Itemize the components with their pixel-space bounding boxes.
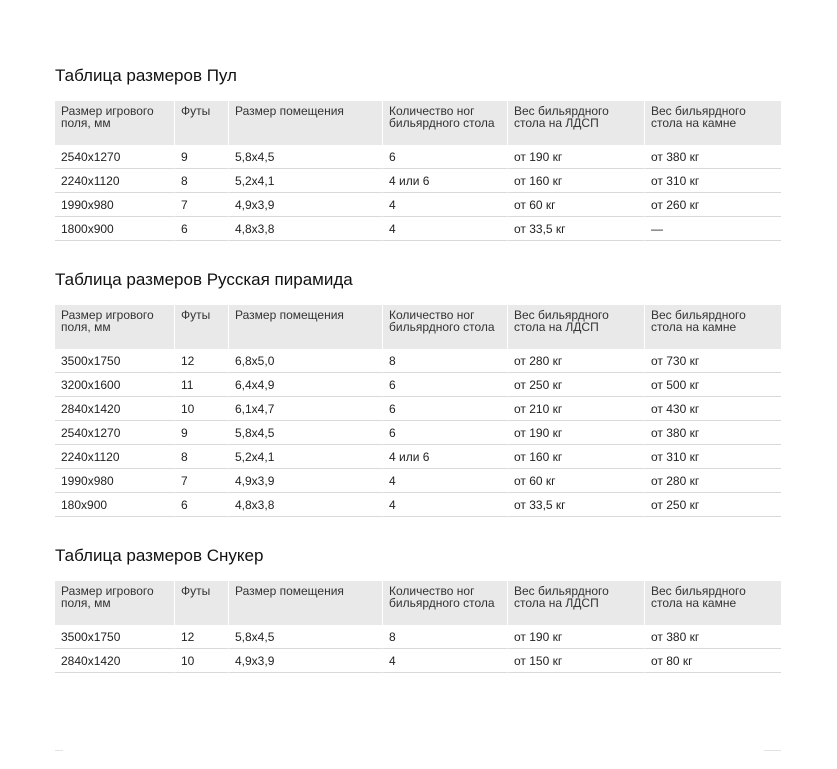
divider <box>55 750 63 751</box>
cell-weight-stone: — <box>645 217 781 241</box>
section-title: Таблица размеров Снукер <box>55 546 264 565</box>
cell-room-size: 6,1х4,7 <box>229 397 383 421</box>
cell-room-size: 6,4х4,9 <box>229 373 383 397</box>
header-weight-ldsp: Вес бильярдного стола на ЛДСП <box>508 101 645 145</box>
cell-room-size: 4,9х3,9 <box>229 469 383 493</box>
table-row <box>55 445 781 469</box>
table-row <box>55 625 781 649</box>
cell-weight-ldsp: от 250 кг <box>508 373 645 397</box>
cell-room-size: 4,9х3,9 <box>229 193 383 217</box>
table-row <box>55 145 781 169</box>
cell-feet: 9 <box>175 145 229 169</box>
cell-legs: 6 <box>383 145 508 169</box>
cell-weight-stone: от 500 кг <box>645 373 781 397</box>
header-legs: Количество ног бильярдного стола <box>383 305 508 349</box>
cell-weight-stone: от 380 кг <box>645 145 781 169</box>
size-table <box>55 305 781 517</box>
cell-legs: 6 <box>383 373 508 397</box>
table-row <box>55 373 781 397</box>
cell-legs: 4 <box>383 193 508 217</box>
cell-field-size: 2240х1120 <box>55 445 175 469</box>
table-header-row <box>55 305 781 349</box>
size-table <box>55 581 781 673</box>
header-weight-stone: Вес бильярдного стола на камне <box>645 305 781 349</box>
cell-weight-ldsp: от 60 кг <box>508 193 645 217</box>
cell-field-size: 2540х1270 <box>55 145 175 169</box>
cell-field-size: 2240х1120 <box>55 169 175 193</box>
header-field-size: Размер игрового поля, мм <box>55 305 175 349</box>
cell-field-size: 3500х1750 <box>55 625 175 649</box>
cell-room-size: 4,8х3,8 <box>229 217 383 241</box>
section-title: Таблица размеров Русская пирамида <box>55 270 353 289</box>
section-title: Таблица размеров Пул <box>55 66 237 85</box>
cell-field-size: 2840х1420 <box>55 649 175 673</box>
cell-weight-stone: от 730 кг <box>645 349 781 373</box>
table-header-row <box>55 101 781 145</box>
cell-weight-ldsp: от 33,5 кг <box>508 493 645 517</box>
table-row <box>55 421 781 445</box>
table-row <box>55 217 781 241</box>
header-room-size: Размер помещения <box>229 305 383 349</box>
cell-legs: 4 <box>383 469 508 493</box>
cell-weight-ldsp: от 210 кг <box>508 397 645 421</box>
table-row <box>55 193 781 217</box>
table-header-row <box>55 581 781 625</box>
cell-weight-stone: от 380 кг <box>645 421 781 445</box>
cell-weight-ldsp: от 150 кг <box>508 649 645 673</box>
divider <box>764 750 781 751</box>
cell-feet: 12 <box>175 349 229 373</box>
cell-feet: 12 <box>175 625 229 649</box>
header-feet: Футы <box>175 101 229 145</box>
header-feet: Футы <box>175 305 229 349</box>
header-legs: Количество ног бильярдного стола <box>383 101 508 145</box>
cell-weight-stone: от 430 кг <box>645 397 781 421</box>
table-row <box>55 397 781 421</box>
cell-field-size: 180х900 <box>55 493 175 517</box>
header-room-size: Размер помещения <box>229 101 383 145</box>
cell-weight-ldsp: от 280 кг <box>508 349 645 373</box>
cell-legs: 4 или 6 <box>383 169 508 193</box>
cell-room-size: 4,9х3,9 <box>229 649 383 673</box>
cell-feet: 8 <box>175 169 229 193</box>
cell-weight-stone: от 310 кг <box>645 169 781 193</box>
cell-feet: 6 <box>175 493 229 517</box>
cell-weight-stone: от 310 кг <box>645 445 781 469</box>
cell-feet: 6 <box>175 217 229 241</box>
cell-field-size: 1990х980 <box>55 469 175 493</box>
cell-weight-stone: от 380 кг <box>645 625 781 649</box>
cell-feet: 10 <box>175 649 229 673</box>
cell-room-size: 5,8х4,5 <box>229 421 383 445</box>
cell-legs: 8 <box>383 349 508 373</box>
table-row <box>55 649 781 673</box>
cell-feet: 8 <box>175 445 229 469</box>
header-field-size: Размер игрового поля, мм <box>55 581 175 625</box>
cell-weight-stone: от 80 кг <box>645 649 781 673</box>
cell-weight-ldsp: от 60 кг <box>508 469 645 493</box>
cell-legs: 4 <box>383 217 508 241</box>
header-feet: Футы <box>175 581 229 625</box>
table-row <box>55 169 781 193</box>
cell-legs: 4 <box>383 493 508 517</box>
header-weight-ldsp: Вес бильярдного стола на ЛДСП <box>508 581 645 625</box>
cell-weight-ldsp: от 190 кг <box>508 421 645 445</box>
cell-feet: 9 <box>175 421 229 445</box>
cell-legs: 8 <box>383 625 508 649</box>
cell-feet: 10 <box>175 397 229 421</box>
header-weight-ldsp: Вес бильярдного стола на ЛДСП <box>508 305 645 349</box>
header-weight-stone: Вес бильярдного стола на камне <box>645 101 781 145</box>
cell-weight-ldsp: от 160 кг <box>508 445 645 469</box>
cell-field-size: 1800х900 <box>55 217 175 241</box>
header-room-size: Размер помещения <box>229 581 383 625</box>
header-weight-stone: Вес бильярдного стола на камне <box>645 581 781 625</box>
cell-weight-stone: от 280 кг <box>645 469 781 493</box>
cell-feet: 11 <box>175 373 229 397</box>
cell-field-size: 3200х1600 <box>55 373 175 397</box>
cell-weight-stone: от 250 кг <box>645 493 781 517</box>
cell-room-size: 5,8х4,5 <box>229 625 383 649</box>
header-legs: Количество ног бильярдного стола <box>383 581 508 625</box>
cell-legs: 4 <box>383 649 508 673</box>
cell-field-size: 3500х1750 <box>55 349 175 373</box>
table-row <box>55 349 781 373</box>
cell-weight-ldsp: от 33,5 кг <box>508 217 645 241</box>
cell-room-size: 6,8х5,0 <box>229 349 383 373</box>
cell-room-size: 5,8х4,5 <box>229 145 383 169</box>
size-table <box>55 101 781 241</box>
cell-legs: 6 <box>383 421 508 445</box>
cell-feet: 7 <box>175 469 229 493</box>
cell-weight-ldsp: от 190 кг <box>508 145 645 169</box>
cell-legs: 4 или 6 <box>383 445 508 469</box>
cell-weight-ldsp: от 160 кг <box>508 169 645 193</box>
cell-room-size: 4,8х3,8 <box>229 493 383 517</box>
cell-room-size: 5,2х4,1 <box>229 445 383 469</box>
cell-room-size: 5,2х4,1 <box>229 169 383 193</box>
cell-weight-ldsp: от 190 кг <box>508 625 645 649</box>
header-field-size: Размер игрового поля, мм <box>55 101 175 145</box>
table-row <box>55 469 781 493</box>
cell-feet: 7 <box>175 193 229 217</box>
cell-legs: 6 <box>383 397 508 421</box>
cell-field-size: 2840х1420 <box>55 397 175 421</box>
cell-field-size: 1990х980 <box>55 193 175 217</box>
cell-field-size: 2540х1270 <box>55 421 175 445</box>
table-row <box>55 493 781 517</box>
cell-weight-stone: от 260 кг <box>645 193 781 217</box>
